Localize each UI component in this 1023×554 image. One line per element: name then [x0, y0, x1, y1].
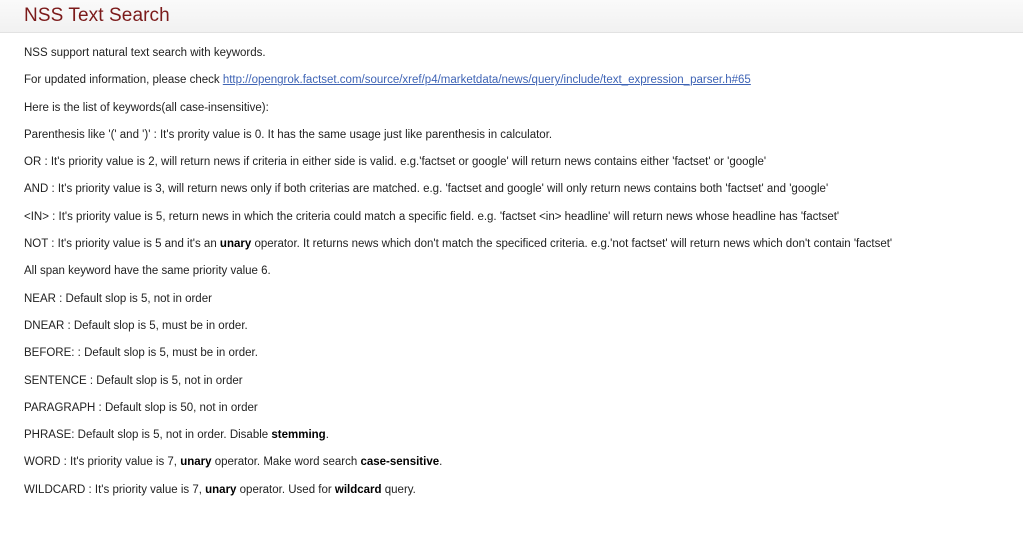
updated-info-line: [24, 73, 1023, 87]
keyword-word-rest: .: [439, 456, 443, 469]
keyword-list-heading: Here is the list of keywords(all case-insensitive):: [24, 101, 269, 114]
keyword-phrase-text: PHRASE: Default slop is 5, not in order. Disable: [24, 429, 272, 442]
keyword-phrase: [24, 428, 1023, 442]
keyword-before: BEFORE: : Default slop is 5, must be in order.: [24, 347, 258, 360]
span-keyword-note: All span keyword have the same priority value 6.: [24, 265, 271, 278]
keyword-word-bold-case: case-sensitive: [360, 456, 440, 469]
keyword-wildcard-text: WILDCARD : It's priority value is 7,: [24, 483, 206, 496]
keyword-near: NEAR : Default slop is 5, not in order: [24, 292, 212, 305]
keyword-phrase-rest: .: [325, 429, 329, 442]
opengrok-link[interactable]: http://opengrok.factset.com/source/xref/p4/marketdata/news/query/include/text_expression_parser.h#65: [222, 74, 751, 87]
keyword-dnear: DNEAR : Default slop is 5, must be in order.: [24, 319, 248, 332]
page-title: NSS Text Search: [24, 5, 170, 26]
keyword-not-bold: unary: [219, 238, 252, 251]
keyword-word-text: WORD : It's priority value is 7,: [24, 456, 181, 469]
page-content: [0, 33, 1023, 497]
keyword-not-text: NOT : It's priority value is 5 and it's an: [24, 238, 220, 251]
keyword-wildcard-middle: operator. Used for: [236, 483, 335, 496]
keyword-not: [24, 237, 1023, 251]
keyword-and: AND : It's priority value is 3, will return news only if both criterias are matched. e.g. 'factset and google' will only return news contains both 'factset' and 'google': [24, 183, 829, 196]
keyword-word-middle: operator. Make word search: [211, 456, 361, 469]
keyword-wildcard: [24, 483, 1023, 497]
keyword-wildcard-rest: query.: [381, 483, 416, 496]
updated-info-prefix: For updated information, please check: [24, 74, 223, 87]
keyword-word-bold-unary: unary: [180, 456, 212, 469]
keyword-word: [24, 455, 1023, 469]
keyword-wildcard-bold-wildcard: wildcard: [334, 483, 382, 496]
keyword-parenthesis: Parenthesis like '(' and ')' : It's prority value is 0. It has the same usage just like parenthesis in calculator.: [24, 128, 553, 141]
keyword-sentence: SENTENCE : Default slop is 5, not in order: [24, 374, 243, 387]
keyword-in: <IN> : It's priority value is 5, return news in which the criteria could match a specific field. e.g. 'factset <in> headline' will return news whose headline has 'factset': [24, 210, 840, 223]
intro-text: NSS support natural text search with keywords.: [24, 47, 266, 59]
keyword-wildcard-bold-unary: unary: [205, 483, 237, 496]
keyword-not-rest: operator. It returns news which don't match the specificed criteria. e.g.'not factset' will return news which don't contain 'factset': [251, 238, 893, 251]
page-header: [0, 0, 1023, 33]
keyword-phrase-bold: stemming: [271, 429, 326, 442]
keyword-or: OR : It's priority value is 2, will return news if criteria in either side is valid. e.g.'factset or google' will return news contains either 'factset' or 'google': [24, 156, 767, 169]
keyword-paragraph: PARAGRAPH : Default slop is 50, not in order: [24, 401, 258, 414]
